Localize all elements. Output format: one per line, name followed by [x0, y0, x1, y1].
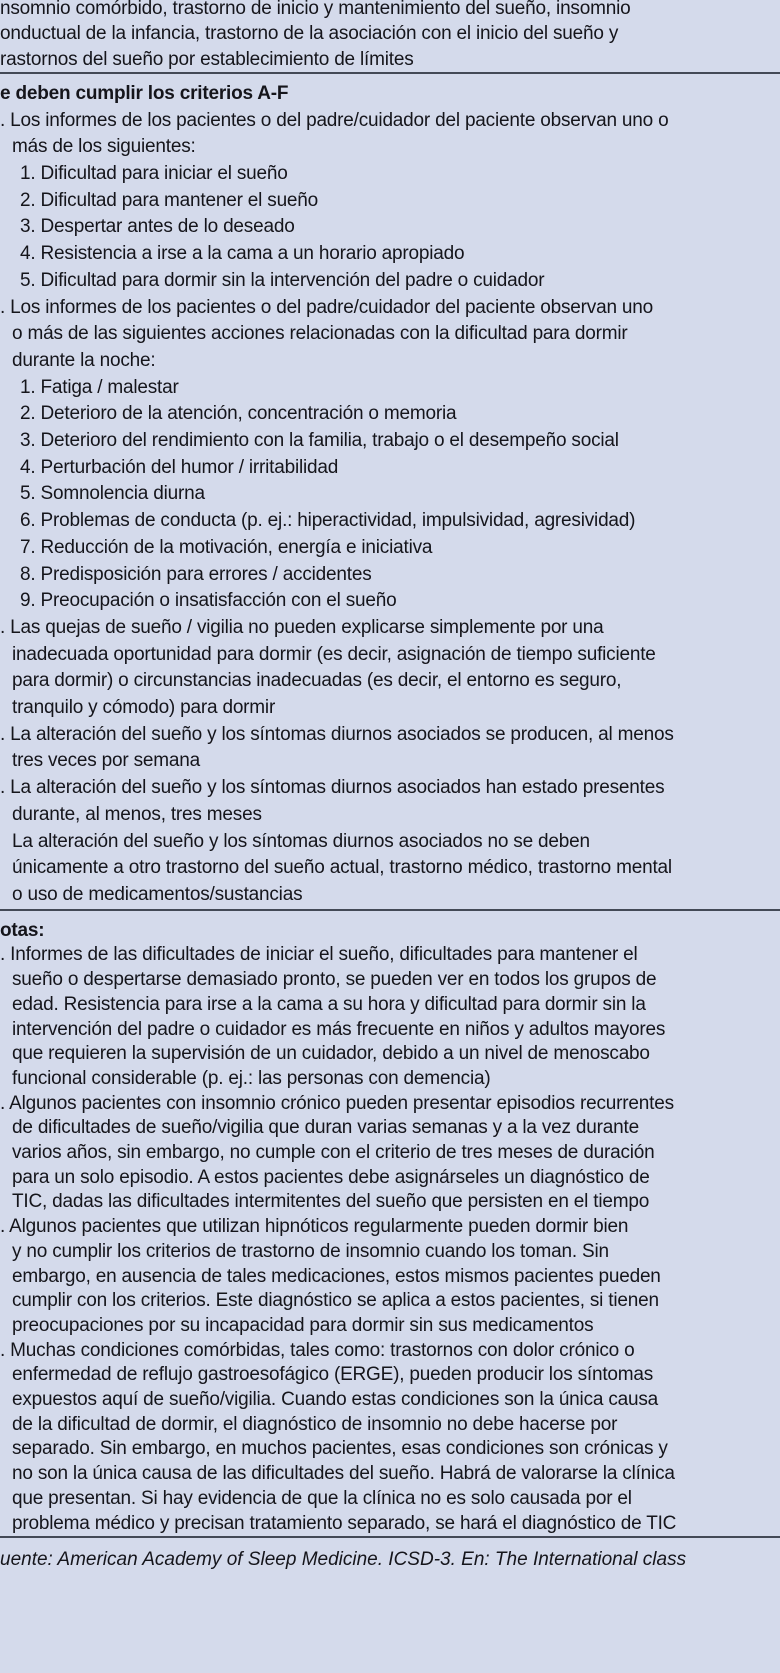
- text-line: varios años, sin embargo, no cumple con el criterio de tres meses de duración: [12, 1142, 655, 1164]
- text-line: . La alteración del sueño y los síntomas diurnos asociados se producen, al menos: [0, 723, 674, 745]
- text-line: enfermedad de reflujo gastroesofágico (ERGE), pueden producir los síntomas: [12, 1364, 654, 1386]
- text-line: problema médico y precisan tratamiento separado, se hará el diagnóstico de TIC: [12, 1512, 677, 1534]
- text-line: cumplir con los criterios. Este diagnóstico se aplica a estos pacientes, si tienen: [12, 1290, 659, 1312]
- source-footer: uente: American Academy of Sleep Medicine. ICSD-3. En: The International class: [0, 1549, 687, 1571]
- text-line: durante, al menos, tres meses: [12, 803, 262, 825]
- text-line: . Algunos pacientes que utilizan hipnóticos regularmente pueden dormir bien: [0, 1216, 629, 1238]
- text-line: TIC, dadas las dificultades intermitentes del sueño que persisten en el tiempo: [12, 1191, 650, 1213]
- text-line: rastornos del sueño por establecimiento de límites: [0, 48, 414, 70]
- text-line: 9. Preocupación o insatisfacción con el sueño: [20, 590, 397, 612]
- text-line: funcional considerable (p. ej.: las personas con demencia): [12, 1067, 491, 1089]
- text-line: 3. Despertar antes de lo deseado: [20, 216, 295, 238]
- text-line: que requieren la supervisión de un cuidador, debido a un nivel de menoscabo: [12, 1043, 650, 1065]
- text-line: . La alteración del sueño y los síntomas diurnos asociados han estado presentes: [0, 777, 665, 799]
- text-line: onductual de la infancia, trastorno de la asociación con el inicio del sueño y: [0, 23, 619, 45]
- text-line: para dormir) o circunstancias inadecuadas (es decir, el entorno es seguro,: [12, 670, 622, 692]
- section-heading: e deben cumplir los criterios A-F: [0, 82, 289, 104]
- text-line: 4. Perturbación del humor / irritabilidad: [20, 456, 339, 478]
- text-line: . Muchas condiciones comórbidas, tales como: trastornos con dolor crónico o: [0, 1339, 635, 1361]
- text-line: tres veces por semana: [12, 750, 200, 772]
- text-line: únicamente a otro trastorno del sueño actual, trastorno médico, trastorno mental: [12, 857, 672, 879]
- text-line: o más de las siguientes acciones relacionadas con la dificultad para dormir: [12, 323, 628, 345]
- text-line: o uso de medicamentos/sustancias: [12, 883, 303, 905]
- text-line: de la dificultad de dormir, el diagnóstico de insomnio no debe hacerse por: [12, 1413, 618, 1435]
- text-line: 8. Predisposición para errores / accidentes: [20, 563, 372, 585]
- intro-paragraph: [0, 0, 780, 72]
- text-line: . Los informes de los pacientes o del padre/cuidador del paciente observan uno: [0, 296, 653, 318]
- text-line: . Informes de las dificultades de iniciar el sueño, dificultades para mantener el: [0, 944, 638, 966]
- text-line: 7. Reducción de la motivación, energía e iniciativa: [20, 536, 433, 558]
- section-divider: [0, 909, 780, 911]
- section-heading: otas:: [0, 919, 45, 941]
- text-line: 1. Fatiga / malestar: [20, 376, 179, 398]
- text-line: que presentan. Si hay evidencia de que la clínica no es solo causada por el: [12, 1487, 632, 1509]
- text-line: 2. Dificultad para mantener el sueño: [20, 189, 319, 211]
- notes-section: [0, 919, 780, 1537]
- text-line: no son la única causa de las dificultades del sueño. Habrá de valorarse la clínica: [12, 1463, 675, 1485]
- text-line: expuestos aquí de sueño/vigilia. Cuando estas condiciones son la única causa: [12, 1389, 659, 1411]
- text-line: nsomnio comórbido, trastorno de inicio y mantenimiento del sueño, insomnio: [0, 0, 631, 19]
- section-divider: [0, 72, 780, 74]
- text-line: . Algunos pacientes con insomnio crónico pueden presentar episodios recurrentes: [0, 1092, 674, 1114]
- text-line: La alteración del sueño y los síntomas diurnos asociados no se deben: [12, 830, 590, 852]
- text-line: intervención del padre o cuidador es más frecuente en niños y adultos mayores: [12, 1018, 666, 1040]
- text-line: 1. Dificultad para iniciar el sueño: [20, 163, 288, 184]
- text-line: tranquilo y cómodo) para dormir: [12, 697, 276, 719]
- text-line: 3. Deterioro del rendimiento con la familia, trabajo o el desempeño social: [20, 430, 619, 452]
- text-line: para un solo episodio. A estos pacientes debe asignárseles un diagnóstico de: [12, 1166, 650, 1188]
- footer-divider: [0, 1536, 780, 1538]
- criteria-section: [0, 81, 780, 909]
- text-line: 5. Somnolencia diurna: [20, 483, 205, 505]
- text-line: . Los informes de los pacientes o del padre/cuidador del paciente observan uno o: [0, 109, 669, 131]
- text-line: de dificultades de sueño/vigilia que duran varias semanas y a la vez durante: [12, 1117, 639, 1139]
- text-line: durante la noche:: [12, 349, 156, 371]
- text-line: y no cumplir los criterios de trastorno de insomnio cuando los toman. Sin: [12, 1240, 609, 1262]
- text-line: 5. Dificultad para dormir sin la intervención del padre o cuidador: [20, 269, 545, 291]
- text-line: . Las quejas de sueño / vigilia no pueden explicarse simplemente por una: [0, 616, 604, 638]
- text-line: 2. Deterioro de la atención, concentración o memoria: [20, 403, 457, 425]
- text-line: embargo, en ausencia de tales medicaciones, estos mismos pacientes pueden: [12, 1265, 661, 1287]
- text-line: preocupaciones por su incapacidad para dormir sin sus medicamentos: [12, 1314, 594, 1336]
- text-line: 4. Resistencia a irse a la cama a un horario apropiado: [20, 243, 465, 265]
- text-line: más de los siguientes:: [12, 136, 196, 158]
- text-line: edad. Resistencia para irse a la cama a su hora y dificultad para dormir sin la: [12, 993, 646, 1015]
- text-line: sueño o despertarse demasiado pronto, se pueden ver en todos los grupos de: [12, 969, 657, 991]
- text-line: inadecuada oportunidad para dormir (es decir, asignación de tiempo suficiente: [12, 643, 656, 665]
- text-line: separado. Sin embargo, en muchos pacientes, esas condiciones son crónicas y: [12, 1438, 668, 1460]
- text-line: 6. Problemas de conducta (p. ej.: hiperactividad, impulsividad, agresividad): [20, 510, 636, 532]
